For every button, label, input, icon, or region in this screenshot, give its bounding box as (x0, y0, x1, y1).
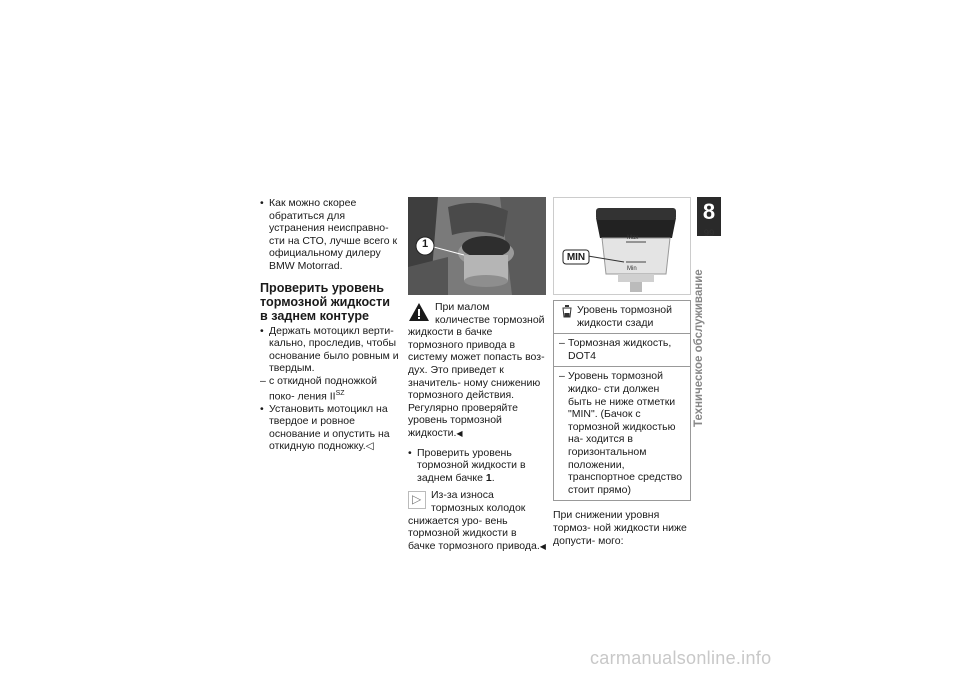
bullet-hold-vertical: • Держать мотоцикл верти- кально, проследив, чтобы основание было ровным и твердым. (260, 325, 400, 375)
fluid-level-icon (561, 305, 573, 319)
reservoir-diagram (553, 197, 691, 295)
low-level-text: При снижении уровня тормоз- ной жидкости ниже допусти- мого: (553, 509, 687, 547)
end-triangle-icon: ◀ (539, 541, 546, 551)
min-mark-label: Min (627, 266, 637, 272)
bullet-check-level: • Проверить уровень тормозной жидкости в заднем бачке 1. (408, 447, 546, 485)
chapter-title-vertical: Техническое обслуживание (693, 269, 705, 427)
column-2 (408, 197, 546, 553)
bullet-contact-dealer: • Как можно скорее обратиться для устранения неисправно- сти на СТО, лучше всего к официальному дилеру BMW Motorrad. (260, 197, 400, 273)
page-number: 99 (703, 228, 715, 239)
spec-title: Уровень тормозной жидкости сзади (577, 304, 672, 329)
callout-label-1: 1 (421, 238, 429, 250)
watermark: carmanualsonline.info (590, 648, 772, 668)
chapter-number: 8 (697, 197, 721, 236)
max-mark-label: Max (627, 235, 639, 241)
end-triangle-icon: ◀ (456, 428, 463, 438)
warning-block (408, 301, 546, 441)
column-1 (260, 197, 400, 453)
warning-advice: Регулярно проверяйте уровень тормозной жидкости.◀ (408, 401, 518, 439)
bullet-place-motorcycle: • Установить мотоцикл на твердое и ровное основание и опустить на откидную подножку.◁ (260, 403, 400, 453)
note-text: Из-за износа тормозных колодок снижается уро- вень тормозной жидкости в бачке тормозного привода. (408, 489, 540, 552)
spec-row-level: – Уровень тормозной жидко- сти должен быть не ниже отметки "MIN". (Бачок с тормозной жидкостью на- ходится в горизонтальном положении, транспортное средство стоит прямо) (554, 367, 690, 500)
end-mark-icon: ◁ (365, 440, 374, 453)
note-block (408, 489, 546, 553)
section-heading: Проверить уровень тормозной жидкости в заднем контуре (260, 280, 390, 323)
reservoir-photo (408, 197, 546, 295)
column-3 (553, 197, 691, 547)
note-arrow-icon: ▷ (408, 491, 426, 509)
min-callout-label: MIN (566, 252, 586, 263)
warning-text: При малом количестве тормозной жидкости в бачке тормозного привода в систему может попасть воз- дух. Это приведет к значитель- ному снижению тормозного действия. (408, 301, 545, 402)
dash-sidestand-gen2: – с откидной подножкой поко- ления $II^{SZ}$ (260, 375, 400, 403)
spec-row-fluid: – Тормозная жидкость, DOT4 (554, 334, 690, 367)
spec-box (553, 300, 691, 501)
warning-icon (408, 302, 430, 322)
reservoir-diagram-graphic (554, 198, 690, 294)
spec-box-header (554, 301, 690, 334)
